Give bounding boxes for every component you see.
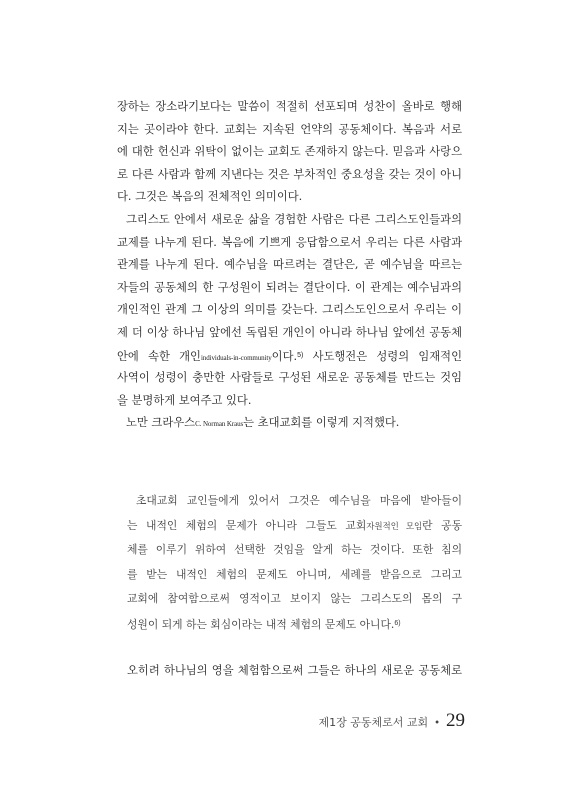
page-number: 29: [446, 710, 465, 731]
block-quote: [127, 489, 462, 636]
text-segment: 이다.: [271, 349, 298, 363]
text-segment: 성원이 되게 하는 회심이라는 내적 체험의 문제도 아니다.: [127, 617, 395, 631]
text-segment: 안에 속한 개인: [117, 349, 201, 363]
text-line: 다. 그것은 복음의 전체적인 의미이다.: [117, 190, 303, 204]
text-line: [117, 345, 462, 368]
inline-gloss: 자원적인 모임: [366, 520, 423, 531]
text-line: 개인적인 관계 그 이상의 의미를 갖는다. 그리스도인으로서 우리는 이: [117, 303, 462, 317]
text-line: 장하는 장소라기보다는 말씀이 적절히 선포되며 성찬이 올바로 행해: [117, 100, 462, 113]
chapter-title: 제1장 공동체로서 교회: [318, 716, 429, 729]
quote-line: 교회에 참여함으로써 영적이고 보이지 않는 그리스도의 몸의 구: [127, 592, 462, 605]
page-footer: [318, 710, 465, 736]
english-gloss: C. Norman Kraus: [195, 420, 244, 429]
text-line: 사역이 성령이 충만한 사람들로 구성된 새로운 공동체를 만드는 것임: [117, 371, 462, 385]
text-line: 제 더 이상 하나님 앞에선 독립된 개인이 아니라 하나님 앞에선 공동체: [117, 325, 462, 339]
text-segment: 노만 크라우스: [126, 416, 196, 430]
footnote-marker: 5): [297, 351, 304, 359]
paragraph-2: [117, 209, 462, 412]
text-line: 관계를 나누게 된다. 예수님을 따르려는 결단은, 곧 예수님을 따르는: [117, 258, 462, 272]
quote-line: [127, 514, 462, 539]
text-line: 을 분명하게 보여주고 있다.: [117, 393, 252, 407]
text-line: 에 대한 헌신과 위탁이 없이는 교회도 존재하지 않는다. 믿음과 사랑으: [117, 145, 462, 159]
text-line: 자들의 공동체의 한 구성원이 되려는 결단이다. 이 관계는 예수님과의: [117, 280, 462, 294]
quote-line: 체를 이루기 위하여 선택한 것임을 알게 하는 것이다. 또한 침의: [127, 543, 462, 556]
paragraph-1: [117, 96, 462, 209]
paragraph-3: [117, 412, 462, 435]
quote-line: [127, 612, 462, 637]
bullet-separator: •: [434, 718, 440, 729]
text-line: 그리스도 안에서 새로운 삶을 경험한 사람은 다른 그리스도인들과의: [126, 212, 462, 226]
text-segment: 란 공동: [422, 518, 463, 532]
text-segment: 는 초대교회를 이렇게 지적했다.: [243, 416, 400, 430]
english-gloss: individuals-in-community: [200, 353, 272, 362]
text-line: 교제를 나누게 된다. 복음에 기쁘게 응답함으로서 우리는 다른 사람과: [117, 235, 462, 249]
text-line: [117, 412, 462, 435]
footnote-marker: 6): [394, 619, 401, 627]
continuation-text: [127, 660, 462, 683]
quote-line: 를 받는 내적인 체험의 문제도 아니며, 세례를 받음으로 그리고: [127, 567, 462, 581]
text-line: 로 다른 사람과 함께 지낸다는 것은 부차적인 중요성을 갖는 것이 아니: [117, 167, 462, 181]
quote-line: 초대교회 교인들에게 있어서 그것은 예수님을 마음에 받아들이: [136, 494, 462, 507]
text-line: 지는 곳이라야 한다. 교회는 지속된 언약의 공동체이다. 복음과 서로: [117, 122, 462, 136]
text-segment: 는 내적인 체험의 문제가 아니라 그들도 교회: [127, 518, 367, 532]
main-text: [117, 96, 462, 435]
text-segment: 사도행전은 성령의 임재적인: [303, 349, 462, 363]
text-line: 오히려 하나님의 영을 체험함으로써 그들은 하나의 새로운 공동체로: [127, 664, 462, 677]
